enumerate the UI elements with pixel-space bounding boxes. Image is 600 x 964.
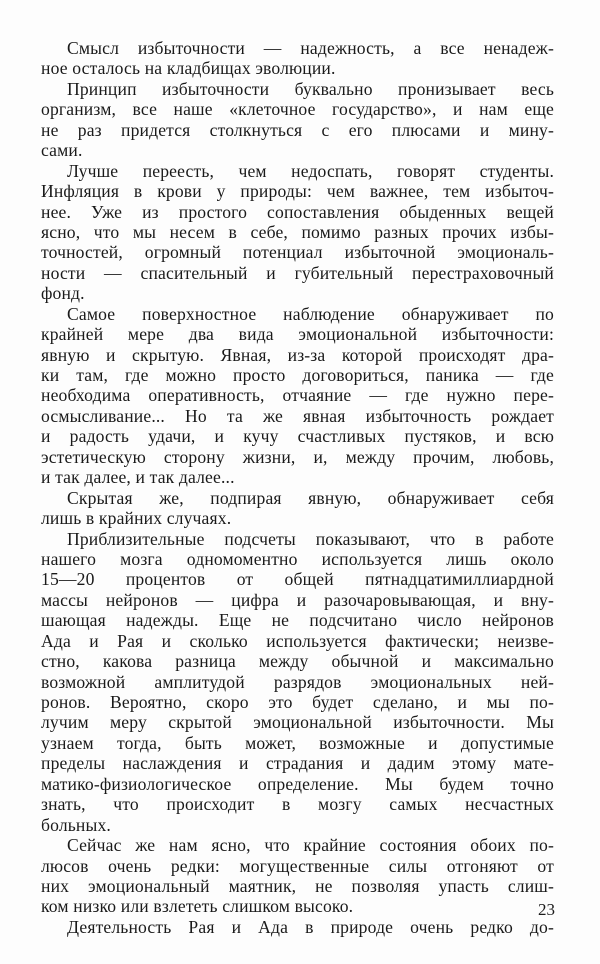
text-line: возможной амплитудой разрядов эмоциональных ней- xyxy=(41,671,554,692)
paragraph xyxy=(41,529,554,836)
text-line: больных. xyxy=(41,814,111,835)
text-line: Самое поверхностное наблюдение обнаруживает по xyxy=(67,303,554,324)
text-line: ронов. Вероятно, скоро это будет сделано, и мы по- xyxy=(41,692,554,712)
text-line: Деятельность Рая и Ада в природе очень редко до- xyxy=(67,916,554,937)
text-line: не раз придется столкнуться с его плюсами и мину- xyxy=(41,119,554,140)
text-line: пределы наслаждения и страдания и дадим этому мате- xyxy=(41,753,554,774)
text-line: люсов очень редки: могущественные силы отгоняют от xyxy=(41,855,554,876)
paragraph xyxy=(41,79,554,161)
text-line: них эмоциональный маятник, не позволяя упасть слиш- xyxy=(41,875,554,896)
paragraph xyxy=(41,917,554,937)
text-line: Приблизительные подсчеты показывают, что в работе xyxy=(67,528,554,549)
text-line: лишь в крайних случаях. xyxy=(41,508,232,529)
paragraph xyxy=(41,488,554,529)
text-line: и так далее, и так далее... xyxy=(41,467,235,488)
text-line: эстетическую сторону жизни, и, между прочим, любовь, xyxy=(41,446,554,467)
text-line: матико-физиологическое определение. Мы будем точно xyxy=(41,773,554,794)
text-line: 15—20 процентов от общей пятнадцатимиллиардной xyxy=(41,569,554,590)
text-line: ки там, где можно просто договориться, паника — где xyxy=(41,365,554,385)
paragraph xyxy=(41,161,554,304)
text-line: лучим меру скрытой эмоциональной избыточности. Мы xyxy=(41,712,554,733)
text-line: ное осталось на кладбищах эволюции. xyxy=(41,58,336,79)
text-line: ком низко или взлететь слишком высоко. xyxy=(41,896,354,917)
page-body-text xyxy=(41,38,554,937)
text-line: фонд. xyxy=(41,283,85,304)
text-line: нее. Уже из простого сопоставления обыденных вещей xyxy=(41,201,554,222)
text-line: точностей, огромный потенциал избыточной эмоциональ- xyxy=(41,242,554,263)
text-line: Инфляция в крови у природы: чем важнее, тем избыточ- xyxy=(41,181,554,202)
text-line: нашего мозга одномоментно используется лишь около xyxy=(41,548,554,569)
text-line: крайней мере два вида эмоциональной избыточности: xyxy=(41,324,554,345)
text-line: ности — спасительный и губительный перестраховочный xyxy=(41,262,554,283)
paragraph xyxy=(41,38,554,79)
text-line: осмысливание... Но та же явная избыточность рождает xyxy=(41,405,554,426)
text-line: организм, все наше «клеточное государство», и нам еще xyxy=(41,99,554,120)
page-number: 23 xyxy=(538,900,555,919)
text-line: и радость удачи, и кучу счастливых пустяков, и всю xyxy=(41,426,554,447)
text-line: ясно, что мы несем в себе, помимо разных прочих избы- xyxy=(41,221,554,242)
text-line: стно, какова разница между обычной и максимально xyxy=(41,651,554,672)
text-line: шающая надежды. Еще не подсчитано число нейронов xyxy=(41,610,554,631)
text-line: Сейчас же нам ясно, что крайние состояния обоих по- xyxy=(67,835,554,856)
paragraph xyxy=(41,304,554,488)
text-line: Принцип избыточности буквально пронизывает весь xyxy=(67,78,554,99)
text-line: массы нейронов — цифра и разочаровывающая, и вну- xyxy=(41,589,554,610)
paragraph xyxy=(41,835,554,917)
text-line: знать, что происходит в мозгу самых несчастных xyxy=(41,794,554,815)
text-line: Смысл избыточности — надежность, а все ненадеж- xyxy=(67,38,554,58)
text-line: явную и скрытую. Явная, из-за которой происходят дра- xyxy=(41,344,554,365)
text-line: Лучше переесть, чем недоспать, говорят студенты. xyxy=(67,160,554,181)
text-line: сами. xyxy=(41,140,83,161)
text-line: Ада и Рая и сколько используется фактически; неизве- xyxy=(41,630,554,651)
text-line: узнаем тогда, быть может, возможные и допустимые xyxy=(41,732,554,753)
text-line: необходима оперативность, отчаяние — где нужно пере- xyxy=(41,385,554,406)
text-line: Скрытая же, подпирая явную, обнаруживает себя xyxy=(67,487,554,508)
